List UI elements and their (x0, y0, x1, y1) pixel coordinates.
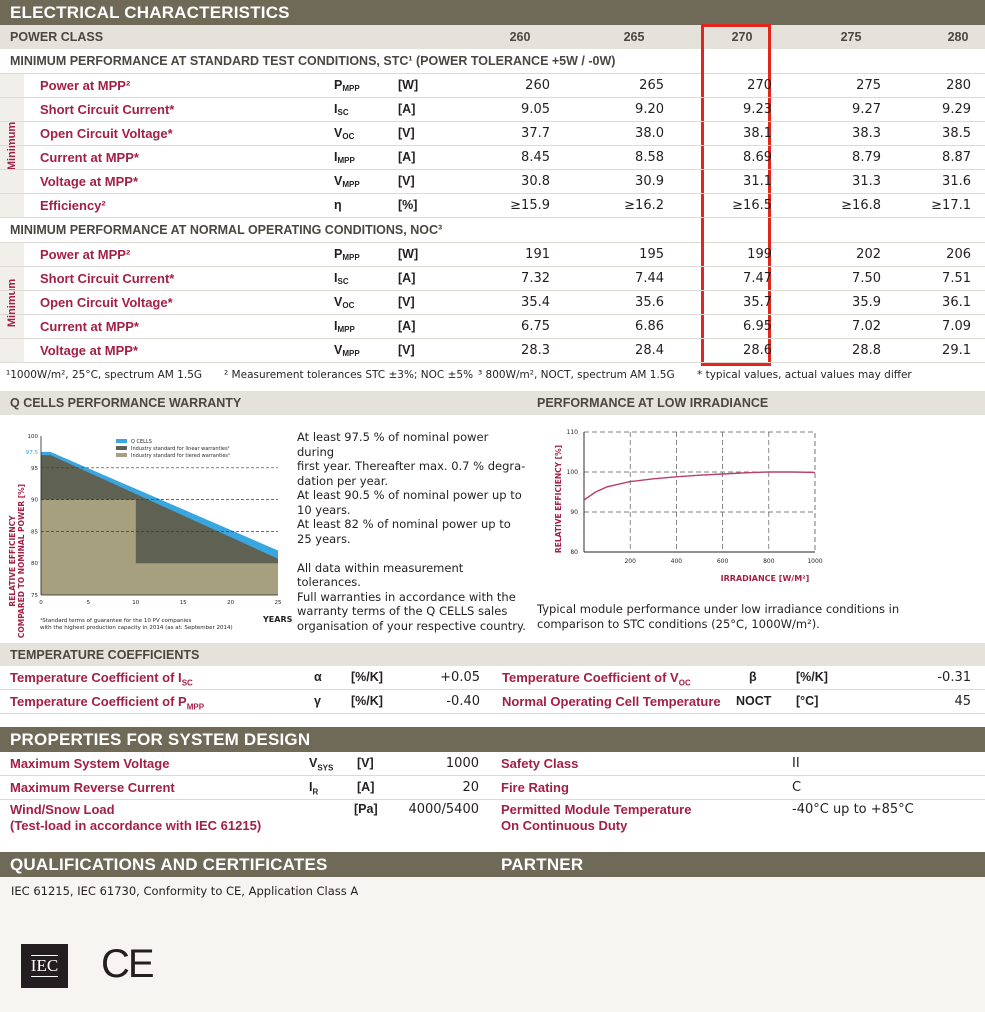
wind-label-note: (Test-load in accordance with IEC 61215) (10, 818, 262, 833)
symbol-base: P (334, 247, 343, 261)
param-value: 7.09 (942, 319, 971, 334)
param-value: 8.58 (635, 150, 664, 165)
irr-ytick: 90 (570, 509, 578, 516)
param-value: 28.6 (743, 343, 772, 358)
stc-minimum-label: Minimum (0, 74, 24, 218)
symbol-sub: MPP (342, 253, 360, 262)
warranty-xtick: 25 (274, 600, 282, 606)
param-unit: [V] (398, 343, 415, 357)
warranty-ytick: 100 (27, 434, 38, 440)
param-value: 265 (639, 78, 664, 93)
param-unit: [A] (398, 319, 416, 333)
warranty-ylabel-2: COMPARED TO NOMINAL POWER [%] (17, 483, 26, 638)
param-label: Open Circuit Voltage* (40, 126, 173, 141)
warranty-line: first year. Thereafter max. 0.7 % degra- (297, 459, 526, 473)
warranty-ytick: 95 (31, 465, 38, 472)
elec-row (0, 267, 985, 291)
param-symbol (334, 247, 360, 262)
system-right-value: II (792, 756, 800, 771)
param-label: Current at MPP* (40, 319, 139, 334)
warranty-line: All data within measurement tolerances. (297, 560, 464, 589)
noc-minimum-label: Minimum (0, 243, 24, 363)
temp-left-unit: [%/K] (351, 694, 383, 708)
param-value: 30.8 (521, 174, 550, 189)
temp-left-label (10, 694, 204, 712)
param-symbol (334, 174, 360, 189)
legend-swatch (116, 446, 127, 450)
legend-swatch (116, 439, 127, 443)
param-value: 6.86 (635, 319, 664, 334)
partner-title: PARTNER (501, 854, 584, 874)
temp-left-symbol: α (314, 670, 322, 684)
param-label: Voltage at MPP* (40, 174, 139, 189)
param-value: 9.27 (852, 102, 881, 117)
system-title: PROPERTIES FOR SYSTEM DESIGN (10, 729, 311, 749)
symbol-sub: OC (342, 132, 355, 141)
label-text: Temperature Coefficient of I (10, 670, 182, 685)
param-symbol (334, 150, 355, 165)
class-260: 260 (509, 30, 531, 44)
symbol-base: P (334, 78, 343, 92)
param-value: 38.0 (635, 126, 664, 141)
irr-ytick: 80 (570, 549, 578, 556)
temp-left-unit: [%/K] (351, 670, 383, 684)
param-value: 280 (946, 78, 971, 93)
irr-xtick: 600 (716, 558, 729, 565)
irr-ytick: 110 (566, 429, 578, 436)
param-value: 6.75 (521, 319, 550, 334)
warranty-ytick: 97.5 (25, 449, 38, 456)
irr-ytick: 100 (566, 469, 578, 476)
symbol-base: V (309, 756, 318, 770)
warranty-line: 25 years. (297, 531, 351, 546)
warranty-footnote-2: with the highest production capacity in 2014 (as at: September 2014) (40, 625, 233, 631)
symbol-base: V (334, 174, 343, 188)
param-symbol (334, 295, 354, 310)
param-value: 7.47 (743, 271, 772, 286)
system-left-unit: [V] (357, 756, 374, 770)
param-value: 275 (856, 78, 881, 93)
param-value: 195 (639, 247, 664, 262)
elec-row (0, 98, 985, 122)
warranty-line: 10 years. (297, 502, 351, 517)
system-row-wind (0, 800, 985, 839)
qualifications-header (0, 852, 985, 877)
warranty-line: Full warranties in accordance with the (297, 589, 516, 604)
param-symbol (334, 78, 360, 93)
footnote-1: ¹1000W/m², 25°C, spectrum AM 1.5G (6, 369, 203, 381)
param-value: 35.9 (852, 295, 881, 310)
symbol-base: V (334, 126, 343, 140)
ce-logo: CE (101, 942, 153, 986)
param-label: Voltage at MPP* (40, 343, 139, 358)
symbol-sub: MPP (342, 180, 360, 189)
module-temp-value: -40°C up to +85°C (792, 802, 914, 817)
elec-row (0, 146, 985, 170)
symbol-base: I (334, 319, 338, 333)
system-row (0, 752, 985, 776)
electrical-header (0, 0, 985, 25)
param-value: 8.45 (521, 150, 550, 165)
warranty-line: warranty terms of the Q CELLS sales (297, 604, 508, 618)
param-unit: [V] (398, 126, 415, 140)
elec-row (0, 170, 985, 194)
warranty-ytick: 75 (31, 593, 38, 599)
system-header (0, 727, 985, 752)
param-value: 260 (525, 78, 550, 93)
label-text: Temperature Coefficient of P (10, 694, 187, 709)
label-text: Normal Operating Cell Temperature (502, 694, 721, 709)
label-sub: OC (678, 678, 691, 688)
param-value: 9.29 (942, 102, 971, 117)
param-unit: [A] (398, 150, 416, 164)
warranty-ytick: 90 (31, 497, 38, 504)
param-label: Short Circuit Current* (40, 271, 175, 286)
system-left-unit: [A] (357, 780, 375, 794)
warranty-line: At least 82 % of nominal power up to (297, 517, 511, 531)
class-265: 265 (623, 30, 645, 44)
param-value: ≥16.2 (624, 198, 664, 213)
symbol-base: V (334, 295, 343, 309)
warranty-title: Q CELLS PERFORMANCE WARRANTY (10, 396, 242, 410)
param-value: 7.51 (942, 271, 971, 286)
temp-right-unit: [°C] (796, 694, 819, 708)
temp-left-value: -0.40 (446, 694, 480, 709)
symbol-sub: MPP (342, 349, 360, 358)
legend-label: Q CELLS (131, 439, 152, 445)
param-value: 7.50 (852, 271, 881, 286)
temp-right-label (502, 670, 691, 688)
temp-right-symbol: β (749, 670, 757, 684)
electrical-title: ELECTRICAL CHARACTERISTICS (10, 2, 290, 22)
elec-row (0, 291, 985, 315)
param-value: 202 (856, 247, 881, 262)
elec-row (0, 194, 985, 218)
param-value: 7.44 (635, 271, 664, 286)
param-label: Open Circuit Voltage* (40, 295, 173, 310)
temp-right-value: -0.31 (937, 670, 971, 685)
class-280: 280 (947, 30, 969, 44)
param-value: 35.6 (635, 295, 664, 310)
warranty-line: At least 90.5 % of nominal power up to (297, 488, 522, 502)
param-value: 9.20 (635, 102, 664, 117)
warranty-xtick: 15 (179, 600, 187, 606)
param-value: 30.9 (635, 174, 664, 189)
temp-right-value: 45 (954, 694, 971, 709)
stc-title: MINIMUM PERFORMANCE AT STANDARD TEST CONDITIONS, STC¹ (POWER TOLERANCE +5W / -0W) (10, 54, 616, 68)
warranty-chart (4, 428, 292, 638)
param-value: 28.4 (635, 343, 664, 358)
legend-swatch (116, 453, 127, 457)
irr-xtick: 1000 (807, 558, 823, 565)
class-275: 275 (840, 30, 862, 44)
irr-xtick: 400 (670, 558, 683, 565)
irr-series-line (584, 472, 815, 500)
warranty-footnote-1: ¹Standard terms of guarantee for the 10 PV companies (40, 618, 192, 624)
param-unit: [A] (398, 271, 416, 285)
warranty-line: dation per year. (297, 473, 389, 488)
param-value: 8.79 (852, 150, 881, 165)
symbol-sub: MPP (337, 156, 355, 165)
param-label: Short Circuit Current* (40, 102, 175, 117)
qualifications-title: QUALIFICATIONS AND CERTIFICATES (10, 854, 328, 874)
param-value: 29.1 (942, 343, 971, 358)
param-value: 206 (946, 247, 971, 262)
irr-frame (584, 432, 815, 552)
temp-row (0, 690, 985, 714)
temp-right-symbol: NOCT (736, 694, 772, 708)
param-value: ≥17.1 (931, 198, 971, 213)
warranty-ytick: 85 (31, 529, 38, 536)
power-class-row (0, 25, 985, 49)
param-value: 31.6 (942, 174, 971, 189)
temp-left-symbol: γ (314, 694, 321, 708)
param-unit: [W] (398, 247, 419, 261)
param-label: Power at MPP² (40, 78, 131, 93)
warranty-ytick: 80 (31, 561, 38, 568)
param-unit: [A] (398, 102, 416, 116)
module-temp-label: Permitted Module Temperature (501, 802, 692, 817)
param-label: Efficiency² (40, 198, 106, 213)
elec-row (0, 243, 985, 267)
param-value: 35.4 (521, 295, 550, 310)
symbol-base: η (334, 198, 342, 212)
param-value: 8.87 (942, 150, 971, 165)
param-symbol (334, 102, 349, 117)
temperature-title: TEMPERATURE COEFFICIENTS (10, 647, 200, 662)
param-value: 270 (747, 78, 772, 93)
footnote-2: ² Measurement tolerances STC ±3%; NOC ±5% (224, 369, 474, 381)
irradiance-chart (550, 422, 830, 590)
param-value: 8.69 (743, 150, 772, 165)
symbol-sub: SC (337, 277, 349, 286)
warranty-xtick: 0 (39, 600, 43, 606)
qualifications-text: IEC 61215, IEC 61730, Conformity to CE, Application Class A (11, 884, 359, 898)
elec-row (0, 339, 985, 363)
param-value: ≥15.9 (510, 198, 550, 213)
param-value: ≥16.8 (841, 198, 881, 213)
irradiance-caption: Typical module performance under low irradiance conditions in comparison to STC conditions (25°C, 1000W/m²). (537, 602, 900, 631)
noc-title-row (0, 218, 985, 243)
param-label: Current at MPP* (40, 150, 139, 165)
symbol-sub: OC (342, 301, 355, 310)
irr-xtick: 200 (624, 558, 636, 565)
symbol-base: I (334, 150, 338, 164)
temp-row (0, 666, 985, 690)
class-270: 270 (731, 30, 753, 44)
param-value: 9.23 (743, 102, 772, 117)
system-left-value: 20 (462, 780, 479, 795)
warranty-line: At least 97.5 % of nominal power during (297, 430, 489, 459)
wind-label: Wind/Snow Load (10, 802, 115, 817)
wind-value: 4000/5400 (408, 802, 479, 817)
legend-label: Industry standard for linear warranties¹ (131, 446, 230, 452)
footnote-3: ³ 800W/m², NOCT, spectrum AM 1.5G (478, 369, 675, 381)
noc-title: MINIMUM PERFORMANCE AT NORMAL OPERATING CONDITIONS, NOC³ (10, 223, 443, 237)
label-text: Temperature Coefficient of V (502, 670, 679, 685)
irradiance-ylabel: RELATIVE EFFICIENCY [%] (554, 444, 563, 554)
warranty-xlabel: YEARS (263, 615, 292, 624)
param-value: 38.3 (852, 126, 881, 141)
elec-row (0, 315, 985, 339)
symbol-base: I (334, 271, 338, 285)
param-unit: [W] (398, 78, 419, 92)
irradiance-title: PERFORMANCE AT LOW IRRADIANCE (537, 396, 769, 410)
param-value: 9.05 (521, 102, 550, 117)
system-left-symbol (309, 756, 333, 773)
param-value: 28.8 (852, 343, 881, 358)
param-value: 6.95 (743, 319, 772, 334)
param-value: 38.1 (743, 126, 772, 141)
temp-right-unit: [%/K] (796, 670, 828, 684)
param-label: Power at MPP² (40, 247, 131, 262)
warranty-line: organisation of your respective country. (297, 618, 526, 633)
param-value: 38.5 (942, 126, 971, 141)
footnote-4: * typical values, actual values may differ (697, 369, 912, 381)
symbol-sub: MPP (342, 84, 360, 93)
temp-left-value: +0.05 (440, 670, 480, 685)
symbol-sub: MPP (337, 325, 355, 334)
param-symbol (334, 198, 342, 212)
param-unit: [%] (398, 198, 418, 212)
system-left-label: Maximum Reverse Current (10, 780, 175, 795)
warranty-title-bar (0, 391, 985, 415)
elec-row (0, 74, 985, 98)
param-value: 31.3 (852, 174, 881, 189)
power-class-label: POWER CLASS (10, 30, 104, 44)
label-sub: MPP (186, 702, 205, 712)
system-right-value: C (792, 780, 802, 795)
param-unit: [V] (398, 295, 415, 309)
symbol-base: I (334, 102, 338, 116)
param-value: 191 (525, 247, 550, 262)
symbol-base: V (334, 343, 343, 357)
module-temp-label-2: On Continuous Duty (501, 818, 628, 833)
system-left-label: Maximum System Voltage (10, 756, 170, 771)
warranty-line (297, 546, 527, 561)
symbol-base: I (309, 780, 313, 794)
label-sub: SC (181, 678, 193, 688)
param-value: 31.1 (743, 174, 772, 189)
system-right-label: Safety Class (501, 756, 579, 771)
symbol-sub: R (312, 787, 319, 797)
irradiance-xlabel: IRRADIANCE [W/M²] (720, 574, 810, 583)
warranty-ylabel-1: RELATIVE EFFICIENCY (8, 515, 17, 607)
param-value: 199 (747, 247, 772, 262)
param-symbol (334, 271, 349, 286)
symbol-sub: SYS (317, 763, 334, 773)
stc-title-row (0, 49, 985, 74)
param-symbol (334, 343, 360, 358)
temperature-title-bar (0, 643, 985, 666)
param-value: 7.02 (852, 319, 881, 334)
iec-logo: IEC (21, 944, 68, 988)
temp-right-label (502, 694, 721, 709)
temp-left-label (10, 670, 193, 688)
elec-row (0, 122, 985, 146)
legend-label: Industry standard for tiered warranties¹ (131, 453, 231, 459)
param-symbol (334, 126, 354, 141)
warranty-xtick: 10 (132, 600, 140, 606)
param-value: 7.32 (521, 271, 550, 286)
param-value: 28.3 (521, 343, 550, 358)
symbol-sub: SC (337, 108, 349, 117)
param-unit: [V] (398, 174, 415, 188)
system-left-value: 1000 (445, 756, 479, 771)
wind-unit: [Pa] (354, 802, 378, 816)
system-row (0, 776, 985, 800)
system-right-label: Fire Rating (501, 780, 569, 795)
warranty-xtick: 5 (86, 600, 91, 606)
irr-xtick: 800 (763, 558, 775, 565)
system-left-symbol (309, 780, 318, 797)
param-value: 36.1 (942, 295, 971, 310)
param-value: 37.7 (521, 126, 550, 141)
param-value: ≥16.5 (732, 198, 772, 213)
param-value: 35.7 (743, 295, 772, 310)
warranty-xtick: 20 (227, 600, 235, 606)
warranty-text (297, 430, 527, 633)
param-symbol (334, 319, 355, 334)
